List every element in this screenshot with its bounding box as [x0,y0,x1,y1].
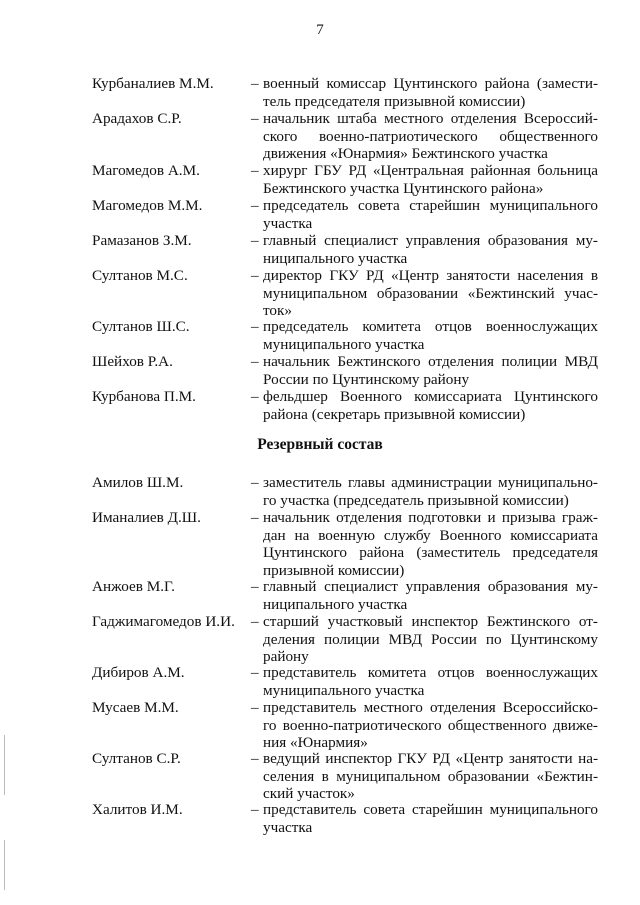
member-position [263,162,598,197]
member-position-line: фельдшер Военного комиссариата Цунтинского [263,388,598,405]
member-position-line: главный специалист управления образования му- [263,578,598,595]
member-position [263,474,598,509]
member-position-line: района (секретарь призывной комиссии) [263,405,526,423]
member-dash: – [251,509,259,526]
member-position [263,578,598,613]
member-position-line: деления полиции МВД России по Цунтинскому [263,630,598,648]
member-dash: – [251,388,259,405]
member-position [263,664,598,699]
member-dash: – [251,578,259,595]
member-position-line: тель председателя призывной комиссии) [263,92,526,110]
member-position-line: го участка (председатель призывной комиссии) [263,491,569,509]
member-position-line: дан на военную службу Военного комиссариата [263,526,598,544]
member-position-line: представитель местного отделения Всероссийско- [263,699,598,716]
member-position-line: участка [263,214,313,232]
page-number: 7 [316,22,324,38]
member-name: Гаджимагомедов И.И. [92,613,235,630]
member-position [263,232,598,267]
member-position-line: участка [263,818,313,836]
member-position-line: ведущий инспектор ГКУ РД «Центр занятости на- [263,750,598,767]
member-position-line: призывной комиссии) [263,561,405,579]
member-position-line: муниципального участка [263,681,425,699]
member-name: Магомедов М.М. [92,197,203,214]
member-position [263,353,598,388]
member-position-line: начальник Бежтинского отделения полиции МВД [263,353,598,370]
member-position-line: ниципального участка [263,595,408,613]
member-position [263,197,598,232]
member-name: Мусаев М.М. [92,699,179,716]
member-position-line: России по Цунтинскому району [263,370,470,388]
member-position-line: старший участковый инспектор Бежтинского от- [263,613,598,630]
member-name: Халитов И.М. [92,801,183,818]
member-dash: – [251,613,259,630]
member-position-line: хирург ГБУ РД «Центральная районная больница [263,162,598,179]
member-position [263,318,598,353]
member-dash: – [251,801,259,818]
member-position [263,509,598,579]
member-position [263,267,598,320]
member-name: Магомедов А.М. [92,162,200,179]
member-name: Шейхов Р.А. [92,353,173,370]
member-name: Султанов С.Р. [92,750,181,767]
member-position [263,110,598,163]
member-dash: – [251,474,259,491]
member-position-line: военный комиссар Цунтинского района (замести- [263,75,598,92]
member-dash: – [251,110,259,127]
member-name: Арадахов С.Р. [92,110,182,127]
member-dash: – [251,318,259,335]
member-position [263,801,598,836]
member-position-line: главный специалист управления образования му- [263,232,598,249]
member-dash: – [251,664,259,681]
member-dash: – [251,75,259,92]
member-name: Анжоев М.Г. [92,578,175,595]
member-position-line: движения «Юнармия» Бежтинского участка [263,145,548,162]
member-name: Курбанова П.М. [92,388,196,405]
member-position-line: Бежтинского участка Цунтинского района» [263,179,544,197]
member-name: Султанов Ш.С. [92,318,190,335]
member-position [263,699,598,752]
member-position-line: ского военно-патриотического общественного [263,127,598,145]
scan-edge-mark [4,840,5,890]
member-position-line: ток» [263,302,293,319]
reserve-heading: Резервный состав [257,436,383,453]
member-dash: – [251,750,259,767]
member-position [263,75,598,110]
member-position-line: председатель совета старейшин муниципального [263,197,598,214]
member-name: Курбаналиев М.М. [92,75,214,92]
member-position-line: муниципальном образовании «Бежтинский учас- [263,284,598,302]
member-position-line: представитель совета старейшин муниципального [263,801,598,818]
member-position-line: заместитель главы администрации муниципально- [263,474,598,491]
member-position-line: председатель комитета отцов военнослужащих [263,318,598,335]
member-position-line: Цунтинского района (заместитель председателя [263,544,598,561]
member-position-line: селения в муниципальном образовании «Бежтин- [263,767,598,785]
member-position-line: представитель комитета отцов военнослужащих [263,664,598,681]
member-position-line: ния «Юнармия» [263,734,368,751]
member-dash: – [251,699,259,716]
member-name: Иманалиев Д.Ш. [92,509,201,526]
member-name: Дибиров А.М. [92,664,185,681]
member-position-line: директор ГКУ РД «Центр занятости населения в [263,267,598,284]
member-dash: – [251,267,259,284]
member-dash: – [251,197,259,214]
member-position-line: ниципального участка [263,249,408,267]
member-dash: – [251,232,259,249]
member-dash: – [251,353,259,370]
member-position-line: начальник штаба местного отделения Всероссий- [263,110,598,127]
member-position [263,613,598,666]
member-name: Султанов М.С. [92,267,188,284]
member-position-line: начальник отделения подготовки и призыва граж- [263,509,598,526]
member-position [263,388,598,423]
member-position-line: муниципального участка [263,335,425,353]
member-position-line: ский участок» [263,785,355,802]
member-name: Амилов Ш.М. [92,474,184,491]
member-position [263,750,598,803]
member-position-line: го военно-патриотического общественного движе- [263,716,598,734]
scan-edge-mark [4,735,5,795]
member-name: Рамазанов З.М. [92,232,192,249]
member-position-line: району [263,648,309,665]
member-dash: – [251,162,259,179]
